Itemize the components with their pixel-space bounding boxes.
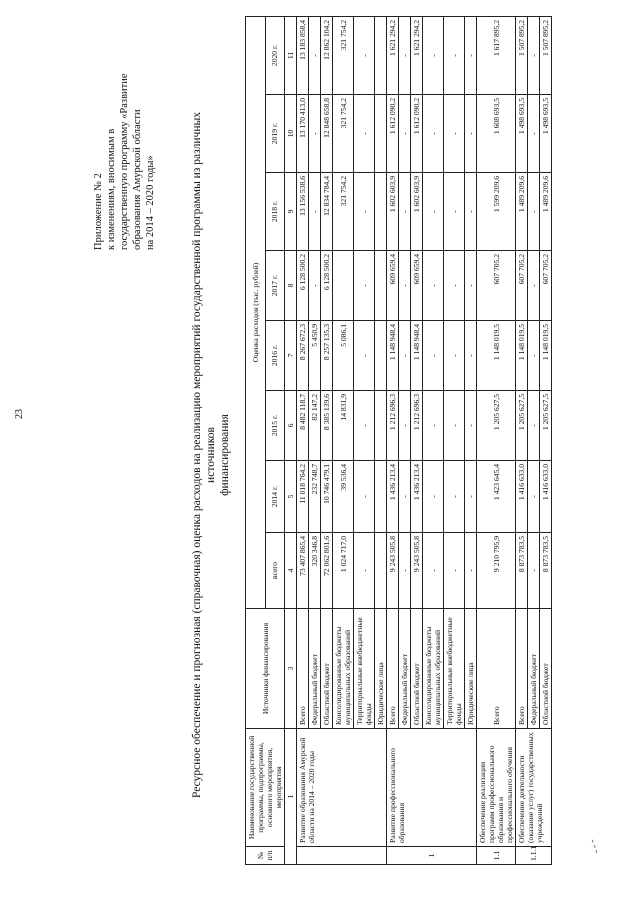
amount-cell: 1 212 696,3 (387, 391, 399, 461)
funding-source: Федеральный бюджет (399, 609, 411, 729)
amount-cell: 1 621 294,2 (411, 16, 423, 94)
amount-cell: 1 148 019,5 (477, 321, 516, 391)
amount-cell: 1 148 019,5 (540, 321, 552, 391)
amount-cell: 1 205 627,5 (516, 391, 528, 461)
amount-cell: 607 705,2 (477, 251, 516, 321)
amount-cell: - (444, 461, 465, 533)
amount-cell: 73 407 865,4 (297, 533, 309, 609)
program-name: Обеспечение реализации программ профессионального образования и профессионального обучения (477, 729, 516, 847)
amount-cell: - (465, 251, 477, 321)
amount-cell: 1 602 603,9 (411, 173, 423, 251)
amount-cell: 8 873 783,5 (540, 533, 552, 609)
funding-source: Всего (387, 609, 399, 729)
title-line: Ресурсное обеспечение и прогнозная (справочная) оценка расходов на реализацию мероприятий государственной программы из различных источников (191, 112, 217, 798)
column-number-row (285, 16, 297, 864)
amount-cell: - (444, 16, 465, 94)
amount-cell: 1 489 209,6 (540, 173, 552, 251)
amount-cell (375, 321, 387, 391)
amount-cell: - (423, 391, 444, 461)
amount-cell: 72 062 801,6 (321, 533, 333, 609)
program-name: Развитие профессионального образования (387, 729, 477, 847)
amount-cell: - (444, 251, 465, 321)
amount-cell: - (444, 391, 465, 461)
amount-cell: - (354, 461, 375, 533)
amount-cell: 1 212 696,3 (411, 391, 423, 461)
amount-cell: 1 507 895,2 (516, 16, 528, 94)
amount-cell: 321 754,2 (333, 95, 354, 173)
amount-cell: 9 210 795,9 (477, 533, 516, 609)
header-total: всего (265, 533, 285, 609)
funding-source: Областной бюджет (321, 609, 333, 729)
funding-source: Территориальные внебюджетные фонды (354, 609, 375, 729)
amount-cell: - (354, 16, 375, 94)
amount-cell: 1 617 895,2 (477, 16, 516, 94)
funding-source: Федеральный бюджет (528, 609, 540, 729)
amount-cell: 607 705,2 (540, 251, 552, 321)
amount-cell: - (399, 95, 411, 173)
amount-cell: - (423, 461, 444, 533)
budget-table-body (297, 16, 552, 864)
amount-cell: 39 536,4 (333, 461, 354, 533)
amount-cell: 1 148 948,4 (411, 321, 423, 391)
amount-cell: - (465, 533, 477, 609)
header-year-2014: 2014 г. (265, 461, 285, 533)
amount-cell: - (444, 533, 465, 609)
header-year-2020: 2020 г. (265, 16, 285, 94)
amount-cell: - (444, 321, 465, 391)
amount-cell: 1 148 948,4 (387, 321, 399, 391)
amount-cell (333, 251, 354, 321)
amount-cell: - (423, 533, 444, 609)
funding-source: Консолидированные бюджеты муниципальных образований (333, 609, 354, 729)
appendix-block (92, 50, 157, 250)
amount-cell: - (399, 251, 411, 321)
amount-cell: 12 848 658,8 (321, 95, 333, 173)
column-number: 1 (285, 729, 297, 865)
funding-source: Территориальные внебюджетные фонды (444, 609, 465, 729)
amount-cell: 82 147,2 (309, 391, 321, 461)
amount-cell: - (309, 95, 321, 173)
amount-cell (375, 461, 387, 533)
table-row (477, 16, 516, 864)
amount-cell: - (309, 251, 321, 321)
amount-cell: 1 612 090,2 (411, 95, 423, 173)
header-no: № п/п (246, 847, 285, 865)
header-year-2018: 2018 г. (265, 173, 285, 251)
appendix-line: на 2014 – 2020 годы» (145, 155, 156, 250)
amount-cell: 5 086,1 (333, 321, 354, 391)
header-year-2015: 2015 г. (265, 391, 285, 461)
amount-cell: 12 834 784,4 (321, 173, 333, 251)
title-line: финансирования (219, 414, 231, 496)
appendix-line: к изменениям, вносимым в (106, 128, 117, 250)
amount-cell: 13 156 538,6 (297, 173, 309, 251)
row-number (297, 847, 387, 865)
amount-cell: 1 612 090,2 (387, 95, 399, 173)
header-source: Источники финансирования (246, 609, 285, 729)
header-estimate: Оценка расходов (тыс. рублей) (246, 16, 266, 608)
amount-cell: - (399, 461, 411, 533)
column-number: 3 (285, 609, 297, 729)
amount-cell: - (399, 391, 411, 461)
amount-cell: 1 621 294,2 (387, 16, 399, 94)
amount-cell: - (465, 461, 477, 533)
amount-cell: - (423, 173, 444, 251)
budget-table (245, 16, 552, 865)
amount-cell: - (528, 251, 540, 321)
amount-cell: - (423, 251, 444, 321)
amount-cell (375, 251, 387, 321)
amount-cell: - (465, 95, 477, 173)
amount-cell: - (354, 321, 375, 391)
column-number: 4 (285, 533, 297, 609)
amount-cell: - (354, 95, 375, 173)
amount-cell: 1 489 209,6 (516, 173, 528, 251)
amount-cell: - (354, 391, 375, 461)
amount-cell (375, 533, 387, 609)
amount-cell: - (528, 16, 540, 94)
amount-cell: 12 862 104,2 (321, 16, 333, 94)
amount-cell: 1 148 019,5 (516, 321, 528, 391)
amount-cell: 609 659,4 (411, 251, 423, 321)
amount-cell: 1 423 645,4 (477, 461, 516, 533)
amount-cell: 1 498 693,5 (540, 95, 552, 173)
amount-cell: 1 416 633,0 (540, 461, 552, 533)
amount-cell: 1 436 213,4 (387, 461, 399, 533)
amount-cell: 8 385 139,6 (321, 391, 333, 461)
appendix-line: образования Амурской области (132, 109, 143, 250)
amount-cell: - (309, 173, 321, 251)
amount-cell: 1 608 693,5 (477, 95, 516, 173)
column-number: 11 (285, 16, 297, 94)
amount-cell: 609 659,4 (387, 251, 399, 321)
program-name: Развитие образования Амурской области на 2014 – 2020 годы (297, 729, 387, 847)
amount-cell: - (465, 391, 477, 461)
amount-cell: 320 346,8 (309, 533, 321, 609)
funding-source: Областной бюджет (540, 609, 552, 729)
amount-cell: 1 436 213,4 (411, 461, 423, 533)
amount-cell: 1 205 627,5 (540, 391, 552, 461)
amount-cell (375, 95, 387, 173)
row-number: 1.1 (477, 847, 516, 865)
page-number: 23 (14, 409, 25, 419)
funding-source: Федеральный бюджет (309, 609, 321, 729)
amount-cell: 5 450,9 (309, 321, 321, 391)
appendix-line: Приложение № 2 (93, 173, 104, 250)
document-title (190, 85, 232, 825)
row-number: 1.1.1 (516, 847, 552, 865)
amount-cell: - (399, 16, 411, 94)
header-name: Наименование государственной программы, подпрограммы, основного мероприятия, мероприятия (246, 729, 285, 847)
appendix-line: государственную программу «Развитие (119, 73, 130, 250)
funding-source: Всего (297, 609, 309, 729)
amount-cell: - (465, 16, 477, 94)
ink-mark (592, 839, 600, 853)
amount-cell: - (444, 173, 465, 251)
column-number: 6 (285, 391, 297, 461)
amount-cell: - (444, 95, 465, 173)
amount-cell: 13 183 858,4 (297, 16, 309, 94)
amount-cell: 8 267 672,3 (297, 321, 309, 391)
funding-source: Юридические лица (465, 609, 477, 729)
amount-cell: - (528, 533, 540, 609)
amount-cell: 1 416 633,0 (516, 461, 528, 533)
table-row (297, 16, 309, 864)
amount-cell: 1 024 717,0 (333, 533, 354, 609)
amount-cell: - (423, 16, 444, 94)
column-number: 9 (285, 173, 297, 251)
column-number: 8 (285, 251, 297, 321)
amount-cell: - (423, 95, 444, 173)
amount-cell: 14 831,9 (333, 391, 354, 461)
amount-cell: - (528, 391, 540, 461)
budget-table-wrap (245, 19, 552, 865)
header-year-2017: 2017 г. (265, 251, 285, 321)
funding-source: Областной бюджет (411, 609, 423, 729)
amount-cell: 1 602 603,9 (387, 173, 399, 251)
amount-cell: 321 754,2 (333, 16, 354, 94)
amount-cell: 232 748,7 (309, 461, 321, 533)
amount-cell: 9 243 505,8 (387, 533, 399, 609)
row-number: 1 (387, 847, 477, 865)
amount-cell: 321 754,2 (333, 173, 354, 251)
amount-cell: 6 128 500,2 (321, 251, 333, 321)
funding-source: Всего (516, 609, 528, 729)
amount-cell: 1 507 895,2 (540, 16, 552, 94)
amount-cell (375, 173, 387, 251)
column-number: 10 (285, 95, 297, 173)
amount-cell: 8 257 135,3 (321, 321, 333, 391)
amount-cell: - (354, 533, 375, 609)
amount-cell (375, 391, 387, 461)
amount-cell: 1 205 627,5 (477, 391, 516, 461)
amount-cell: - (399, 533, 411, 609)
funding-source: Юридические лица (375, 609, 387, 729)
amount-cell: - (399, 321, 411, 391)
amount-cell: - (423, 321, 444, 391)
funding-source: Консолидированные бюджеты муниципальных образований (423, 609, 444, 729)
table-row (516, 16, 528, 864)
amount-cell: - (528, 173, 540, 251)
amount-cell: 6 128 500,2 (297, 251, 309, 321)
amount-cell (375, 16, 387, 94)
column-number: 5 (285, 461, 297, 533)
amount-cell: - (528, 461, 540, 533)
amount-cell: 607 705,2 (516, 251, 528, 321)
amount-cell: 8 873 783,5 (516, 533, 528, 609)
amount-cell: - (354, 173, 375, 251)
amount-cell: - (309, 16, 321, 94)
amount-cell: 10 746 479,1 (321, 461, 333, 533)
amount-cell: - (354, 251, 375, 321)
program-name: Обеспечение деятельности (оказание услуг) государственных учреждений (516, 729, 552, 847)
amount-cell: 9 243 505,8 (411, 533, 423, 609)
amount-cell: 8 482 118,7 (297, 391, 309, 461)
table-row (387, 16, 399, 864)
amount-cell: 1 498 693,5 (516, 95, 528, 173)
amount-cell: - (465, 321, 477, 391)
amount-cell: - (465, 173, 477, 251)
amount-cell: - (528, 321, 540, 391)
column-number: 7 (285, 321, 297, 391)
header-year-2019: 2019 г. (265, 95, 285, 173)
amount-cell: 13 170 413,0 (297, 95, 309, 173)
amount-cell: - (528, 95, 540, 173)
header-year-2016: 2016 г. (265, 321, 285, 391)
amount-cell: 11 018 764,2 (297, 461, 309, 533)
amount-cell: 1 599 209,6 (477, 173, 516, 251)
amount-cell: - (399, 173, 411, 251)
funding-source: Всего (477, 609, 516, 729)
